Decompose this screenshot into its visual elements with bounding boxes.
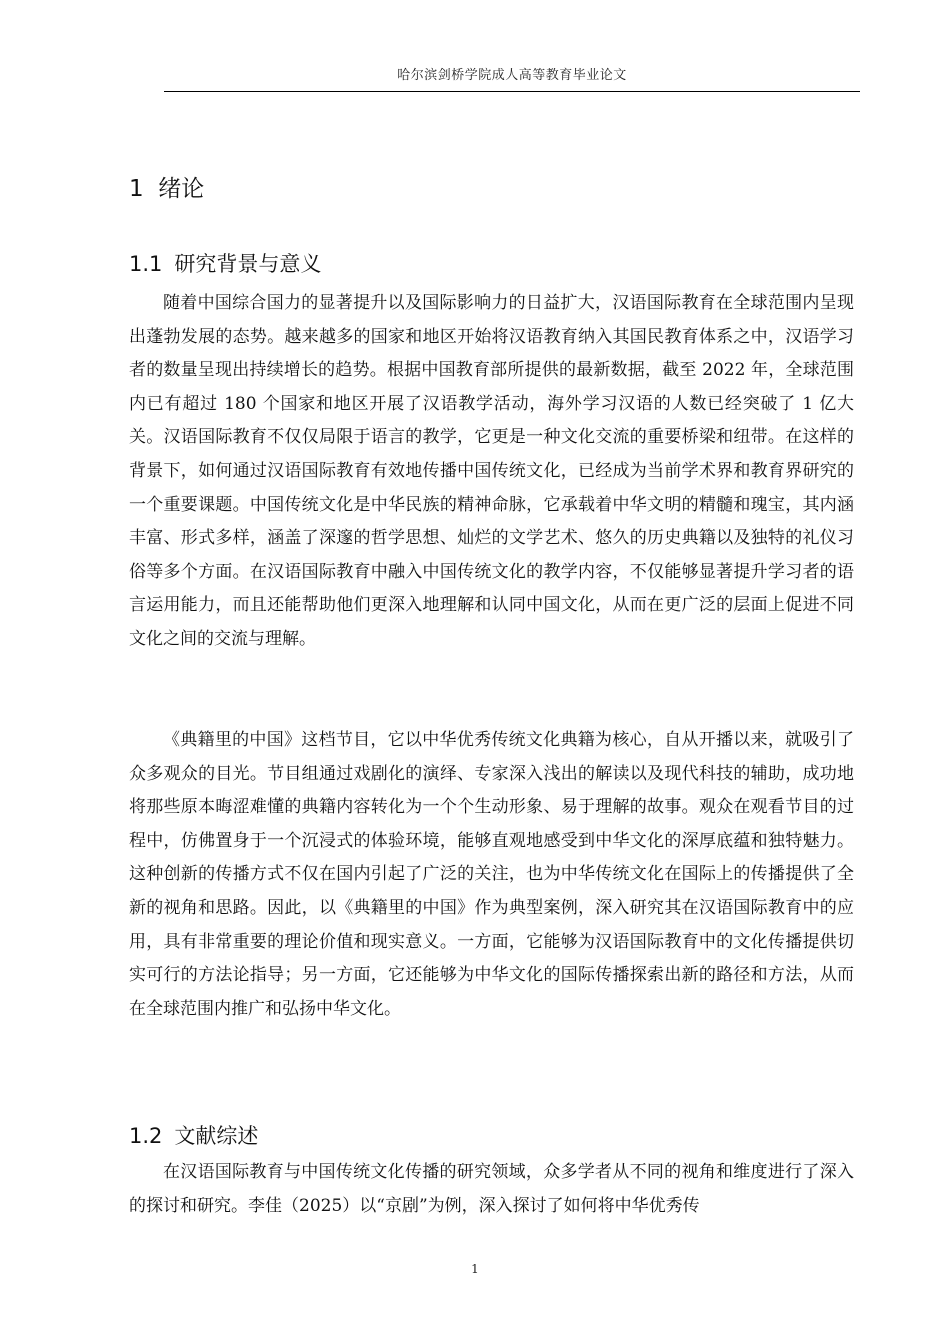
body-paragraph: 随着中国综合国力的显著提升以及国际影响力的日益扩大，汉语国际教育在全球范围内呈现出蓬勃发展的态势。越来越多的国家和地区开始将汉语教育纳入其国民教育体系之中，汉语学习者的数量呈现出持续增长的趋势。根据中国教育部所提供的最新数据，截至 2022 年，全球范围内已有超过 180 个国家和地区开展了汉语教学活动，海外学习汉语的人数已经突破了 1 亿大关。汉语国际教育不仅仅局限于语言的教学，它更是一种文化交流的重要桥梁和纽带。在这样的背景下，如何通过汉语国际教育有效地传播中国传统文化，已经成为当前学术界和教育界研究的一个重要课题。中国传统文化是中华民族的精神命脉，它承载着中华文明的精髓和瑰宝，其内涵丰富、形式多样，涵盖了深邃的哲学思想、灿烂的文学艺术、悠久的历史典籍以及独特的礼仪习俗等多个方面。在汉语国际教育中融入中国传统文化的教学内容，不仅能够显著提升学习者的语言运用能力，而且还能帮助他们更深入地理解和认同中国文化，从而在更广泛的层面上促进不同文化之间的交流与理解。 — [129, 293, 854, 649]
section-title-text: 文献综述 — [174, 1124, 259, 1148]
section-number: 1.1 — [129, 252, 163, 276]
section-title-text: 研究背景与意义 — [174, 252, 322, 276]
chapter-number: 1 — [129, 176, 144, 202]
header-divider — [164, 91, 860, 92]
body-paragraph: 在汉语国际教育与中国传统文化传播的研究领域，众多学者从不同的视角和维度进行了深入的探讨和研究。李佳（2025）以“京剧”为例，深入探讨了如何将中华优秀传 — [129, 1162, 854, 1216]
chapter-title — [129, 170, 204, 203]
body-paragraph: 《典籍里的中国》这档节目，它以中华优秀传统文化典籍为核心，自从开播以来，就吸引了众多观众的目光。节目组通过戏剧化的演绎、专家深入浅出的解读以及现代科技的辅助，成功地将那些原本晦涩难懂的典籍内容转化为一个个生动形象、易于理解的故事。观众在观看节目的过程中，仿佛置身于一个沉浸式的体验环境，能够直观地感受到中华文化的深厚底蕴和独特魅力。这种创新的传播方式不仅在国内引起了广泛的关注，也为中华传统文化在国际上的传播提供了全新的视角和思路。因此，以《典籍里的中国》作为典型案例，深入研究其在汉语国际教育中的应用，具有非常重要的理论价值和现实意义。一方面，它能够为汉语国际教育中的文化传播提供切实可行的方法论指导；另一方面，它还能够为中华文化的国际传播探索出新的路径和方法，从而在全球范围内推广和弘扬中华文化。 — [129, 730, 854, 1019]
section-number: 1.2 — [129, 1124, 163, 1148]
section-heading-1-2 — [129, 1120, 258, 1150]
running-header: 哈尔滨剑桥学院成人高等教育毕业论文 — [397, 68, 627, 83]
chapter-title-text: 绪论 — [158, 176, 205, 202]
section-heading-1-1 — [129, 248, 321, 278]
page-number: 1 — [471, 1262, 479, 1276]
